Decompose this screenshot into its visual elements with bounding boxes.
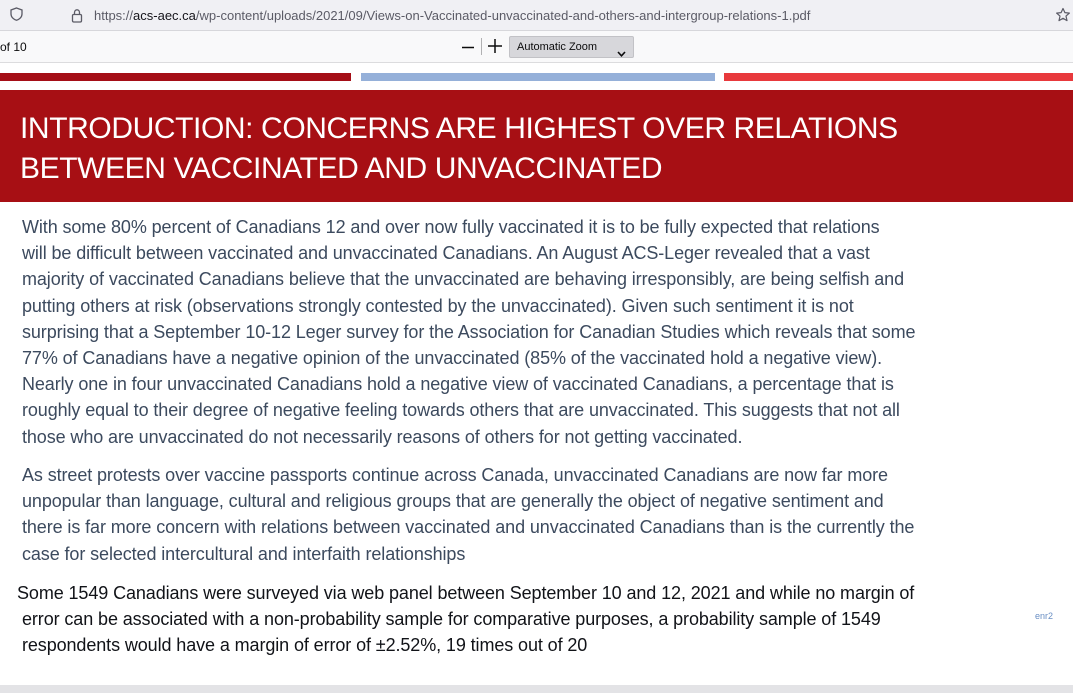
url-host: acs-aec.ca bbox=[133, 8, 196, 23]
url-scheme: https:// bbox=[94, 8, 134, 23]
text-line: respondents would have a margin of error of ±2.52%, 19 times out of 20 bbox=[22, 635, 588, 656]
pdf-toolbar bbox=[0, 31, 1073, 63]
minus-icon bbox=[461, 40, 475, 54]
paragraph-2 bbox=[22, 462, 1067, 567]
zoom-select[interactable] bbox=[509, 36, 634, 58]
slide-title bbox=[20, 109, 1070, 189]
tracking-protection-shield-icon[interactable] bbox=[10, 6, 23, 20]
text-line: roughly equal to their degree of negative feeling towards others that are unvaccinated. This suggests that not all bbox=[22, 400, 900, 421]
url-field[interactable] bbox=[36, 3, 1073, 27]
text-line: 77% of Canadians have a negative opinion of the unvaccinated (85% of the vaccinated hold a negative view). bbox=[22, 348, 882, 369]
text-line: As street protests over vaccine passports continue across Canada, unvaccinated Canadians are now far more bbox=[22, 465, 888, 485]
slide-title-line: INTRODUCTION: CONCERNS ARE HIGHEST OVER RELATIONS bbox=[20, 112, 898, 145]
url-text[interactable] bbox=[94, 8, 810, 23]
paragraph-1 bbox=[22, 214, 1067, 450]
paragraph-3-methodology bbox=[17, 580, 1062, 659]
text-line: With some 80% percent of Canadians 12 and over now fully vaccinated it is to be fully expected that relations bbox=[22, 217, 880, 237]
text-line: there is far more concern with relations between vaccinated and unvaccinated Canadians than is the currently the bbox=[22, 517, 915, 538]
decorative-stripe-blue bbox=[361, 73, 715, 81]
text-line: case for selected intercultural and interfaith relationships bbox=[22, 543, 466, 564]
page-bottom-border bbox=[0, 685, 1073, 693]
address-bar bbox=[0, 0, 1073, 31]
toolbar-divider bbox=[481, 38, 482, 55]
text-line: error can be associated with a non-probability sample for comparative purposes, a probability sample of 1549 bbox=[22, 609, 881, 630]
text-line: those who are unvaccinated do not necessarily reasons of others for not getting vaccinated. bbox=[22, 426, 743, 447]
text-line: Some 1549 Canadians were surveyed via web panel between September 10 and 12, 2021 and while no margin of bbox=[17, 583, 915, 603]
lock-icon[interactable] bbox=[71, 8, 83, 23]
decorative-stripe-light-red bbox=[724, 73, 1073, 81]
text-line: majority of vaccinated Canadians believe that the unvaccinated are behaving irresponsibly, are being selfish and bbox=[22, 269, 905, 290]
page-count: of 10 bbox=[0, 40, 27, 54]
plus-icon bbox=[487, 38, 503, 54]
zoom-out-button[interactable] bbox=[461, 39, 475, 53]
chevron-down-icon bbox=[617, 43, 626, 51]
text-line: surprising that a September 10-12 Leger survey for the Association for Canadian Studies which reveals that some bbox=[22, 321, 916, 342]
text-line: unpopular than language, cultural and religious groups that are generally the object of negative sentiment and bbox=[22, 491, 884, 512]
slide-title-line: BETWEEN VACCINATED AND UNVACCINATED bbox=[20, 152, 663, 185]
title-banner bbox=[0, 90, 1073, 202]
decorative-stripe-dark-red bbox=[0, 73, 351, 81]
text-line: putting others at risk (observations strongly contested by the unvaccinated). Given such sentiment it is not bbox=[22, 295, 854, 316]
zoom-select-value: Automatic Zoom bbox=[517, 41, 598, 53]
zoom-in-button[interactable] bbox=[487, 38, 503, 54]
url-path: /wp-content/uploads/2021/09/Views-on-Vaccinated-unvaccinated-and-others-and-intergroup-relations-1.pdf bbox=[195, 8, 811, 23]
bookmark-star-icon[interactable] bbox=[1055, 7, 1071, 23]
annotation-tag: enr2 bbox=[1035, 611, 1054, 621]
pdf-page bbox=[0, 63, 1073, 685]
text-line: will be difficult between vaccinated and unvaccinated Canadians. An August ACS-Leger revealed that a vast bbox=[22, 243, 870, 264]
text-line: Nearly one in four unvaccinated Canadians hold a negative view of vaccinated Canadians, a percentage that is bbox=[22, 374, 894, 395]
